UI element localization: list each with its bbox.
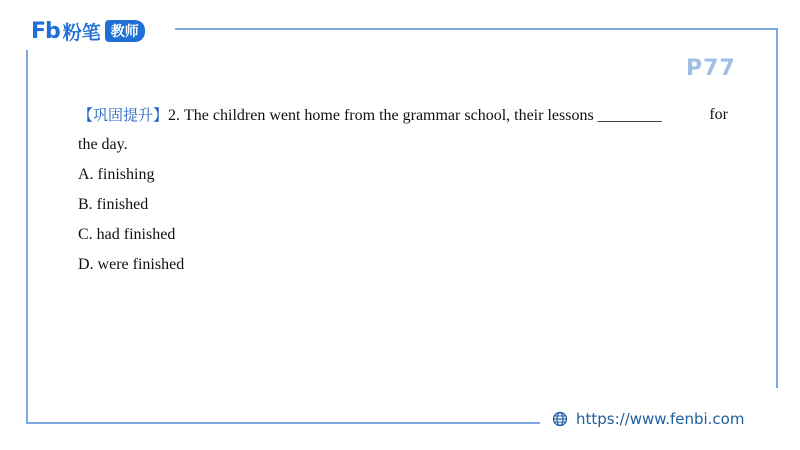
question-line-2: the day. — [78, 136, 128, 153]
option-a[interactable]: A. finishing — [78, 166, 155, 183]
logo-tag: 教师 — [105, 20, 145, 42]
question-tag: 【巩固提升】 — [78, 106, 169, 124]
question-text-end: for — [709, 106, 728, 123]
page-label: P77 — [686, 56, 736, 81]
question-text: 2. The children went home from the grammar school, their lessons ________ — [168, 107, 662, 124]
fenbi-logo — [31, 18, 145, 44]
frame-bottom-border — [26, 422, 540, 424]
globe-icon — [552, 411, 568, 427]
website-link[interactable]: https://www.fenbi.com — [576, 410, 745, 428]
question-line-1 — [78, 104, 728, 134]
option-d[interactable]: D. were finished — [78, 256, 185, 273]
logo-brand: 粉笔 — [62, 21, 101, 44]
question-stem — [78, 104, 662, 134]
option-c[interactable]: C. had finished — [78, 226, 176, 243]
footer — [552, 410, 744, 428]
logo-mark: Fb — [31, 18, 60, 44]
question-block — [78, 104, 728, 284]
frame-right-border — [776, 28, 778, 388]
option-b[interactable]: B. finished — [78, 196, 149, 213]
frame-left-border — [26, 50, 28, 423]
frame-top-border — [175, 28, 778, 30]
